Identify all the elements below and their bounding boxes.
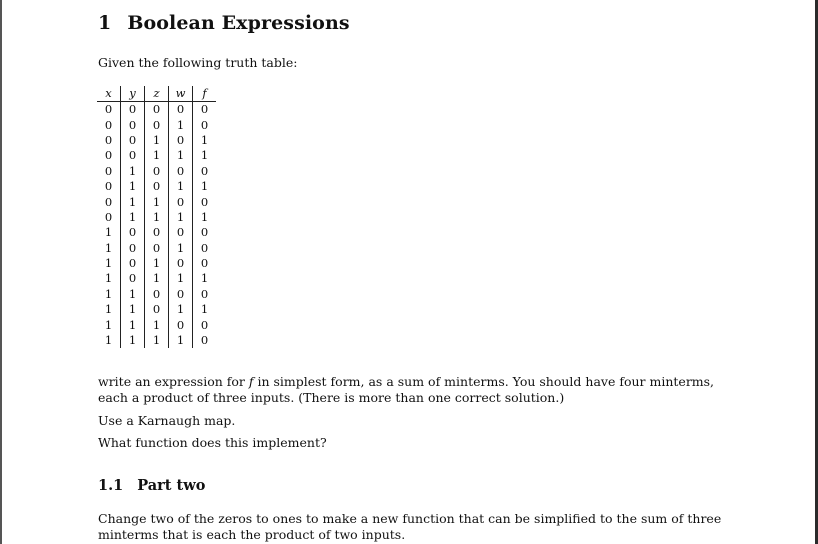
table-cell: 0	[193, 317, 217, 332]
section-number: 1	[98, 12, 112, 34]
table-cell: 0	[193, 241, 217, 256]
table-cell: 1	[104, 256, 113, 271]
table-cell: 0	[193, 333, 217, 348]
table-cell: 1	[193, 302, 217, 317]
table-row	[97, 133, 216, 148]
table-cell: 0	[104, 209, 113, 224]
table-cell: 1	[104, 317, 113, 332]
table-cell: 1	[145, 148, 169, 163]
table-row	[97, 164, 216, 179]
table-cell: 0	[169, 317, 193, 332]
truth-table-body	[97, 102, 216, 349]
table-cell: 1	[121, 287, 145, 302]
table-cell: 0	[169, 194, 193, 209]
table-row	[97, 333, 216, 348]
table-cell: 0	[145, 179, 169, 194]
table-cell: 1	[145, 133, 169, 148]
table-cell: 1	[193, 133, 217, 148]
table-cell: 1	[121, 333, 145, 348]
header-y: y	[121, 86, 145, 102]
table-cell: 1	[104, 302, 113, 317]
table-cell: 0	[169, 256, 193, 271]
table-cell: 0	[193, 117, 217, 132]
table-cell: 1	[121, 164, 145, 179]
instruction-paragraph	[98, 374, 738, 406]
table-cell: 1	[169, 148, 193, 163]
table-cell: 0	[169, 287, 193, 302]
table-cell: 0	[193, 287, 217, 302]
table-cell: 1	[121, 179, 145, 194]
table-cell: 1	[145, 210, 169, 225]
table-cell: 1	[121, 210, 145, 225]
table-cell: 0	[145, 287, 169, 302]
table-cell: 1	[145, 194, 169, 209]
table-cell: 1	[169, 333, 193, 348]
table-cell: 0	[104, 179, 113, 194]
table-cell: 0	[145, 117, 169, 132]
table-cell: 0	[145, 302, 169, 317]
table-cell: 0	[169, 102, 193, 118]
table-cell: 0	[145, 241, 169, 256]
header-z: z	[145, 86, 169, 102]
table-cell: 1	[104, 240, 113, 255]
truth-table-header-row	[97, 86, 216, 102]
table-row	[97, 179, 216, 194]
table-cell: 1	[169, 179, 193, 194]
table-row	[97, 194, 216, 209]
subsection-title: Part two	[137, 477, 206, 494]
function-variable: f	[248, 374, 254, 389]
table-cell: 1	[193, 271, 217, 286]
table-cell: 0	[169, 164, 193, 179]
table-cell: 0	[104, 163, 113, 178]
table-cell: 1	[121, 194, 145, 209]
table-cell: 1	[145, 333, 169, 348]
table-cell: 0	[193, 256, 217, 271]
table-cell: 1	[193, 148, 217, 163]
section-title: Boolean Expressions	[127, 12, 350, 34]
table-cell: 0	[104, 148, 113, 163]
table-cell: 1	[145, 256, 169, 271]
instruction-text-start: write an expression for	[98, 374, 249, 389]
subsection-number: 1.1	[98, 477, 124, 494]
table-cell: 0	[121, 133, 145, 148]
table-cell: 0	[121, 148, 145, 163]
table-cell: 0	[121, 241, 145, 256]
table-row	[97, 210, 216, 225]
table-cell: 0	[145, 164, 169, 179]
table-row	[97, 302, 216, 317]
table-row	[97, 287, 216, 302]
table-cell: 1	[121, 317, 145, 332]
table-row	[97, 241, 216, 256]
table-cell: 0	[104, 117, 113, 132]
table-cell: 1	[169, 117, 193, 132]
table-cell: 0	[121, 117, 145, 132]
table-cell: 0	[193, 164, 217, 179]
table-cell: 0	[104, 132, 113, 147]
table-cell: 0	[104, 102, 113, 117]
subsection-heading	[98, 477, 205, 494]
table-cell: 1	[104, 225, 113, 240]
table-cell: 0	[145, 102, 169, 118]
section-heading	[98, 12, 350, 34]
table-cell: 0	[193, 194, 217, 209]
table-cell: 1	[121, 302, 145, 317]
function-question: What function does this implement?	[98, 435, 327, 450]
table-cell: 1	[104, 271, 113, 286]
table-cell: 1	[145, 271, 169, 286]
table-cell: 1	[193, 210, 217, 225]
truth-table	[97, 86, 216, 348]
table-cell: 1	[145, 317, 169, 332]
table-row	[97, 271, 216, 286]
table-cell: 1	[104, 333, 113, 348]
table-cell: 1	[104, 286, 113, 301]
table-cell: 0	[121, 225, 145, 240]
left-border	[0, 0, 2, 544]
table-cell: 0	[169, 225, 193, 240]
instruction-text-end: in simplest form, as a sum of minterms. You should have four minterms, each a product of three inputs. (There is more than one correct solution.)	[98, 374, 715, 405]
part-two-text: Change two of the zeros to ones to make a new function that can be simplified to the sum of three minterms that is each the product of two inputs.	[98, 511, 722, 542]
table-cell: 1	[169, 241, 193, 256]
table-cell: 1	[193, 179, 217, 194]
header-w: w	[169, 86, 193, 102]
table-row	[97, 102, 216, 118]
header-f: f	[193, 86, 217, 102]
table-row	[97, 148, 216, 163]
header-x: x	[97, 86, 121, 102]
table-row	[97, 117, 216, 132]
table-cell: 0	[145, 225, 169, 240]
table-cell: 1	[169, 302, 193, 317]
table-row	[97, 317, 216, 332]
table-cell: 1	[169, 210, 193, 225]
intro-text: Given the following truth table:	[98, 55, 298, 70]
table-cell: 0	[193, 225, 217, 240]
table-row	[97, 225, 216, 240]
table-cell: 1	[169, 271, 193, 286]
table-cell: 0	[121, 102, 145, 118]
table-cell: 0	[169, 133, 193, 148]
table-cell: 0	[121, 271, 145, 286]
karnaugh-instruction: Use a Karnaugh map.	[98, 413, 236, 428]
table-cell: 0	[104, 194, 113, 209]
table-row	[97, 256, 216, 271]
table-cell: 0	[193, 102, 217, 118]
table-cell: 0	[121, 256, 145, 271]
